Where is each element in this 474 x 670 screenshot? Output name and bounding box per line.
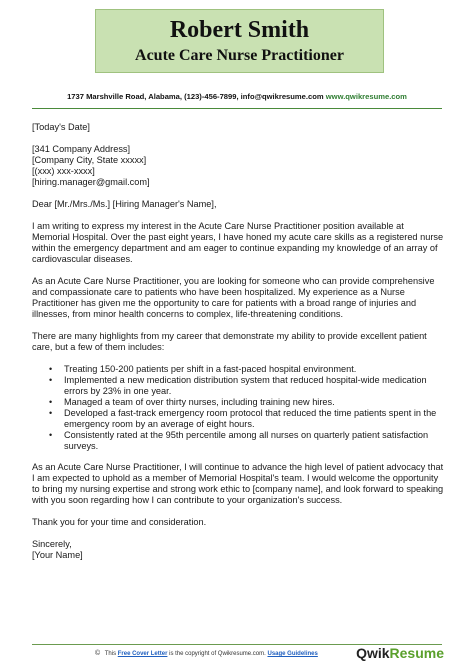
job-title: Acute Care Nurse Practitioner xyxy=(135,47,344,64)
recipient-address xyxy=(32,144,444,188)
paragraph-intro: I am writing to express my interest in the Acute Care Nurse Practitioner position available at Memorial Hospital. Over the past eight years, I have honed my acute care skills as a registered nurse within the emergency department and am eager to continue expanding my knowledge of an array of cardiovascular diseases. xyxy=(32,221,444,264)
contact-line xyxy=(0,92,474,101)
letter-date: [Today's Date] xyxy=(32,122,90,132)
address-line: [341 Company Address] xyxy=(32,144,131,154)
paragraph-experience: As an Acute Care Nurse Practitioner, you are looking for someone who can provide comprehensive and compassionate care to patients who have been hospitalized. My experience as a Nurse Practitioner has given me the opportunity to care for patients with a broad range of injuries and illnesses, from minor health concerns to complex, life-threatening conditions. xyxy=(32,276,435,319)
bullet-icon: • xyxy=(49,364,53,374)
thanks-line: Thank you for your time and consideration. xyxy=(32,517,207,527)
copyright-icon: © xyxy=(95,650,101,657)
applicant-name: Robert Smith xyxy=(169,17,310,43)
list-item: • Consistently rated at the 95th percentile among all nurses on quarterly patient satisfaction surveys. xyxy=(49,430,429,451)
address-line: [hiring.manager@gmail.com] xyxy=(32,177,150,187)
paragraph-closing: As an Acute Care Nurse Practitioner, I will continue to advance the high level of patient advocacy that I am expected to uphold as a member of Memorial Hospital's team. I would welcome the opportunity to bring my nursing expertise and strong work ethic to [company name], and look forward to speaking with you soon regarding how I can contribute to your organization's success. xyxy=(32,462,444,505)
address-line: [(xxx) xxx-xxxx] xyxy=(32,166,95,176)
address-line: [Company City, State xxxxx] xyxy=(32,155,147,165)
bullet-icon: • xyxy=(49,408,53,418)
highlights-list xyxy=(32,364,444,452)
contact-details: 1737 Marshville Road, Alabama, (123)-456-7899, info@qwikresume.com xyxy=(67,92,324,101)
paragraph-highlights: There are many highlights from my career that demonstrate my ability to provide excellent patient care, but a few of them includes: xyxy=(32,331,427,352)
signature-name: [Your Name] xyxy=(32,550,83,560)
closing-word: Sincerely, xyxy=(32,539,72,549)
contact-website[interactable]: www.qwikresume.com xyxy=(325,92,407,101)
list-item: • Treating 150-200 patients per shift in a fast-paced hospital environment. xyxy=(49,364,357,374)
list-item: • Developed a fast-track emergency room protocol that reduced the time patients spent in the emergency room by an average of eight hours. xyxy=(49,408,437,429)
bullet-icon: • xyxy=(49,397,53,407)
header-box xyxy=(95,9,384,73)
letter-body xyxy=(32,122,444,572)
list-item: • Implemented a new medication distribution system that reduced hospital-wide medication errors by 23% in one year. xyxy=(49,375,427,396)
usage-guidelines-link[interactable]: Usage Guidelines xyxy=(267,651,318,657)
qwikresume-logo: QwikResume xyxy=(356,645,444,661)
footer-copyright: © This Free Cover Letter is the copyright of Qwikresume.com. Usage Guidelines xyxy=(95,650,318,657)
free-cover-letter-link[interactable]: Free Cover Letter xyxy=(117,651,168,657)
signature-block xyxy=(32,539,444,561)
salutation: Dear [Mr./Mrs./Ms.] [Hiring Manager's Name], xyxy=(32,199,217,209)
list-item: • Managed a team of over thirty nurses, including training new hires. xyxy=(49,397,335,407)
bullet-icon: • xyxy=(49,430,53,440)
bullet-icon: • xyxy=(49,375,53,385)
header-divider xyxy=(32,108,442,109)
